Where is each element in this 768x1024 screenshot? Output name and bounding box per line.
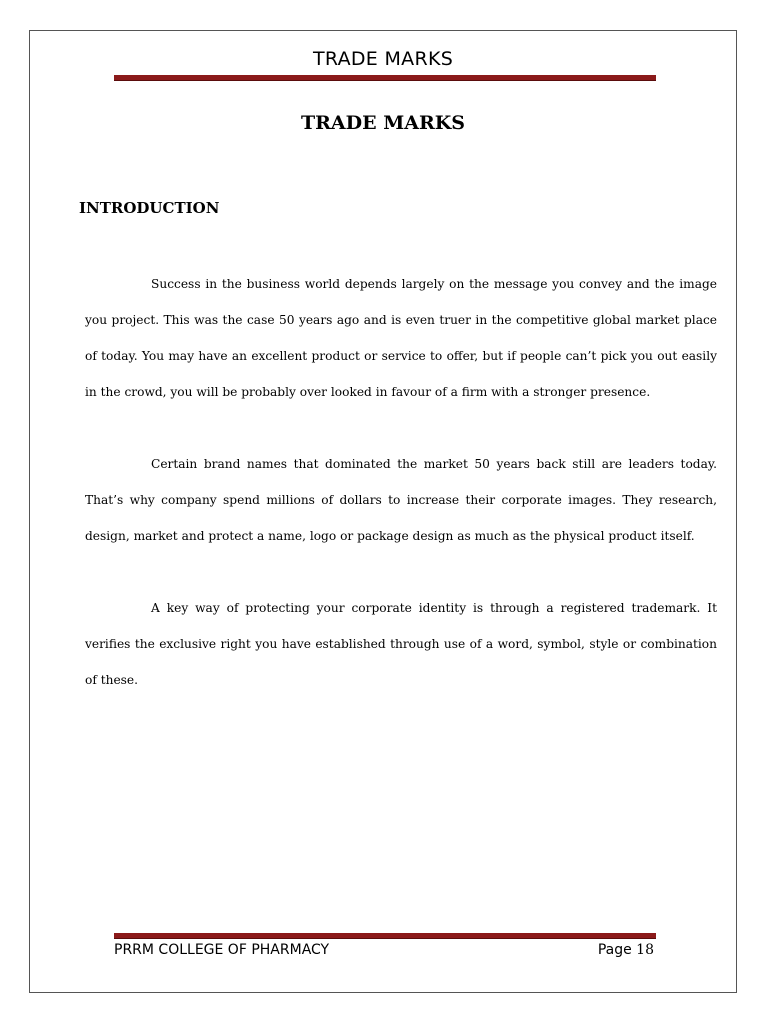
paragraph-1: Success in the business world depends largely on the message you convey and the image you project. This was the case 50 years ago and is even truer in the competitive global market place of today. You may have an excellent product or service to offer, but if people can’t pick you out easily in the crowd, you will be probably over looked in favour of a firm with a stronger presence. [85,277,717,399]
paragraph-2: Certain brand names that dominated the market 50 years back still are leaders today. That’s why company spend millions of dollars to increase their corporate images. They research, design, market and protect a name, logo or package design as much as the physical product itself. [85,457,717,543]
paragraph-3: A key way of protecting your corporate identity is through a registered trademark. It verifies the exclusive right you have established through use of a word, symbol, style or combination of these. [85,601,717,687]
page-number: 18 [636,942,654,958]
footer-page-number [598,942,654,958]
footer-divider [114,933,656,939]
section-heading-introduction: INTRODUCTION [79,199,220,217]
footer-institution: PRRM COLLEGE OF PHARMACY [114,942,330,958]
page-label: Page [597,942,632,958]
document-page [29,30,737,993]
running-header-title: TRADE MARKS [312,48,454,70]
document-title: TRADE MARKS [300,112,466,134]
header-divider [114,75,656,81]
